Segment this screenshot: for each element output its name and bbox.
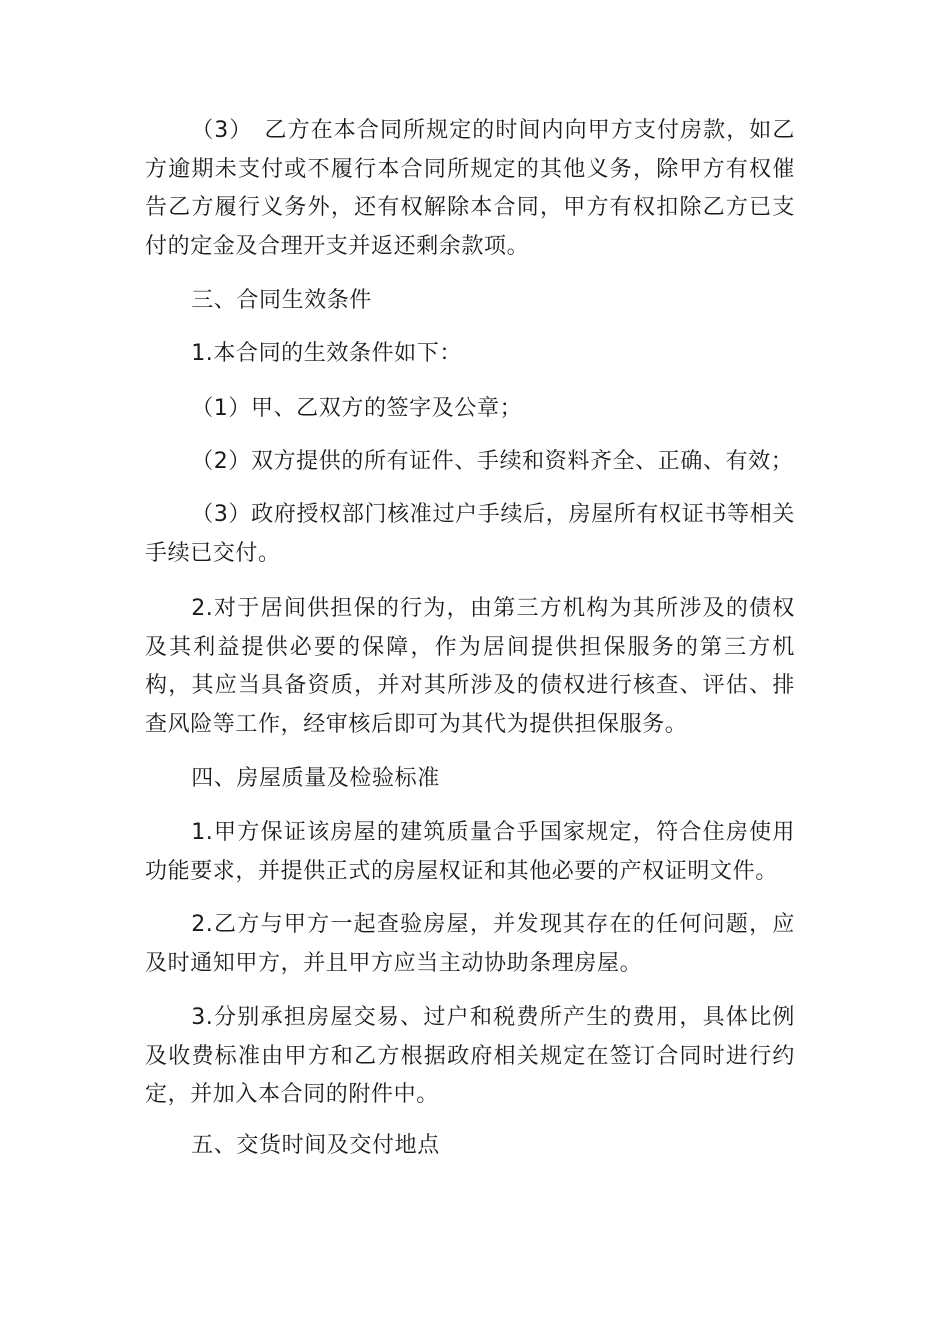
- paragraph-quality-guarantee: 1.甲方保证该房屋的建筑质量合乎国家规定，符合住房使用功能要求，并提供正式的房屋权证和其他必要的产权证明文件。: [145, 820, 795, 884]
- section-heading-effective-conditions: 三、合同生效条件: [191, 288, 372, 313]
- paragraph-condition-documents: （2）双方提供的所有证件、手续和资料齐全、正确、有效；: [191, 449, 794, 474]
- paragraph-inspection: 2.乙方与甲方一起查验房屋，并发现其存在的任何问题，应及时通知甲方，并且甲方应当主动协助条理房屋。: [145, 912, 795, 976]
- paragraph-condition-transfer: （3）政府授权部门核准过户手续后，房屋所有权证书等相关手续已交付。: [145, 502, 795, 566]
- paragraph-fees: 3.分别承担房屋交易、过户和税费所产生的费用，具体比例及收费标准由甲方和乙方根据政府相关规定在签订合同时进行约定，并加入本合同的附件中。: [145, 1005, 795, 1107]
- section-heading-quality-standards: 四、房屋质量及检验标准: [191, 766, 440, 791]
- paragraph-payment-obligation: （3） 乙方在本合同所规定的时间内向甲方支付房款，如乙方逾期未支付或不履行本合同所规定的其他义务，除甲方有权催告乙方履行义务外，还有权解除本合同，甲方有权扣除乙方已支付的定金及合理开支并返还剩余款项。: [145, 118, 795, 259]
- paragraph-guarantee: 2.对于居间供担保的行为，由第三方机构为其所涉及的债权及其利益提供必要的保障，作为居间提供担保服务的第三方机构，其应当具备资质，并对其所涉及的债权进行核查、评估、排查风险等工作，经审核后即可为其代为提供担保服务。: [145, 596, 795, 737]
- paragraph-condition-signature: （1）甲、乙双方的签字及公章；: [191, 396, 523, 421]
- section-heading-delivery: 五、交货时间及交付地点: [191, 1133, 440, 1158]
- paragraph-conditions-intro: 1.本合同的生效条件如下：: [191, 341, 462, 366]
